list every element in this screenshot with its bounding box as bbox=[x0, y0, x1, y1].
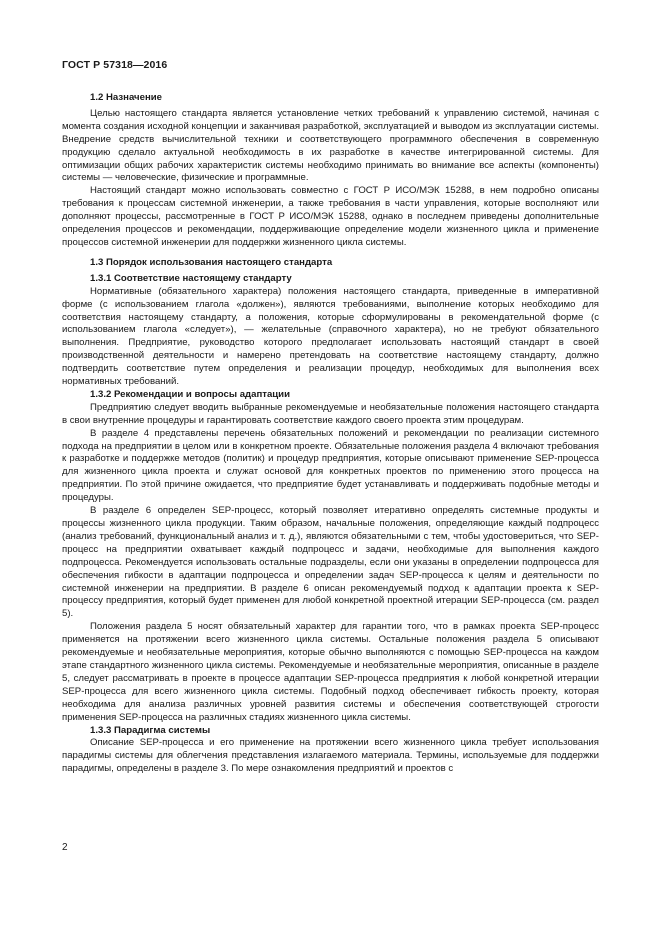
section-1-3-2-paragraph-2: В разделе 4 представлены перечень обязательных положений и рекомендации по реализации системного подхода на предприятии в целом или в конкретном проекте. Обязательные положения раздела 4 включают требования к разработке и поддержке методов (политик) и процедур предприятия, которые описывают применение SEP-процесса для жизненного цикла проекта и служат основой для конкретных проектов по применению этого процесса на предприятии. По этой причине ожидается, что предприятие будет устанавливать и поддерживать подобные методы и процедуры. bbox=[62, 427, 599, 504]
page-content bbox=[62, 92, 599, 776]
section-1-3-3-title: 1.3.3 Парадигма системы bbox=[90, 724, 211, 736]
section-1-3-title: 1.3 Порядок использования настоящего стандарта bbox=[90, 256, 333, 268]
section-1-3-3-paragraph-1: Описание SEP-процесса и его применение на протяжении всего жизненного цикла требует использования парадигмы системы для облегчения представления излагаемого материала. Термины, используемые для поддержки парадигмы, определены в разделе 3. По мере ознакомления предприятий и проектов с bbox=[62, 737, 599, 775]
section-1-3-1-paragraph-1: Нормативные (обязательного характера) положения настоящего стандарта, приведенные в императивной форме (с использованием глагола «должен»), являются требованиями, выполнение которых необходимо для соответствия настоящему стандарту, а положения, которые сформулированы в рекомендательной форме (с использованием глагола «следует»), — желательные (справочного характера), но не требуют обязательного выполнения. Предприятие, руководство которого предполагает использовать настоящий стандарт в своей производственной деятельности и намерено претендовать на соответствие настоящему стандарту, должно подтвердить соответствие путем определения и реализации процедур, необходимых для выполнения всех нормативных требований. bbox=[62, 285, 599, 388]
section-1-3-2-paragraph-1: Предприятию следует вводить выбранные рекомендуемые и необязательные положения настоящего стандарта в свои внутренние процедуры и гарантировать соответствие каждого своего проекта этим процедурам. bbox=[62, 401, 599, 426]
page-number: 2 bbox=[62, 842, 68, 853]
section-1-2-title: 1.2 Назначение bbox=[90, 92, 162, 103]
section-1-3-2-paragraph-3: В разделе 6 определен SEP-процесс, который позволяет итеративно определять системные продукты и процессы жизненного цикла продукции. Таким образом, начальные положения, определяющие каждый подпроцесс (анализ требований, функциональный анализ и т. д.), являются обязательными с тем, чтобы удостовериться, что SEP-процесс на предприятии охватывает каждый подпроцесс и задачи, необходимые для выполнения каждого подпроцесса. Рекомендуется использовать остальные подразделы, если они указаны в определении подпроцесса для обеспечения гибкости в адаптации подпроцесса и определении задач SEP-процесса к целям и деятельности по системной инженерии на предприятии. В разделе 6 описан рекомендуемый подход к адаптации проекта к SEP-процессу предприятия, который будет применен для любой конкретной проектной итерации SEP-процесса (см. раздел 5). bbox=[62, 505, 599, 620]
section-1-3-2-title: 1.3.2 Рекомендации и вопросы адаптации bbox=[90, 388, 290, 400]
section-1-3-1-title: 1.3.1 Соответствие настоящему стандарту bbox=[90, 272, 292, 284]
section-1-2-paragraph-2: Настоящий стандарт можно использовать совместно с ГОСТ Р ИСО/МЭК 15288, в нем подробно описаны требования к процессам системной инженерии, а также требования в части управления, которые восполняют или дополняют процессы, рассмотренные в ГОСТ Р ИСО/МЭК 15288, однако в последнем приведены дополнительные определения процессов и рекомендации, поддерживающие определение модели жизненного цикла и применение процессов системной инженерии для поддержки жизненного цикла системы. bbox=[62, 185, 599, 248]
standard-header: ГОСТ Р 57318—2016 bbox=[62, 59, 168, 71]
section-1-3-2-paragraph-4: Положения раздела 5 носят обязательный характер для гарантии того, что в рамках проекта SEP-процесс применяется на протяжении всего жизненного цикла системы. Остальные положения раздела 5 описывают рекомендуемые и необязательные мероприятия, которые обычно выполняются с помощью SEP-процесса на каждом этапе стандартного жизненного цикла системы. Рекомендуемые и необязательные мероприятия, описанные в разделе 5, следует рассматривать в проекте в процессе адаптации SEP-процесса предприятия к любой конкретной итерации SEP-процесса для всего жизненного цикла системы. Подобный подход обеспечивает гибкость проекту, которая необходима для анализа различных уровней развития системы и обеспечения соответствующей строгости применения SEP-процесса на различных стадиях жизненного цикла системы. bbox=[62, 621, 599, 723]
section-1-2-paragraph-1: Целью настоящего стандарта является установление четких требований к управлению системой, начиная с момента создания исходной концепции и заканчивая разработкой, эксплуатацией и выводом из эксплуатации системы. Внедрение средств вычислительной техники и соответствующего программного обеспечения в современную продукцию сделало актуальной необходимость в их разработке в качестве интегрированной системы. Для оптимизации общих рабочих характеристик системы необходимо принимать во внимание все аспекты (компоненты) системы — человеческие, физические и программные. bbox=[62, 107, 599, 184]
